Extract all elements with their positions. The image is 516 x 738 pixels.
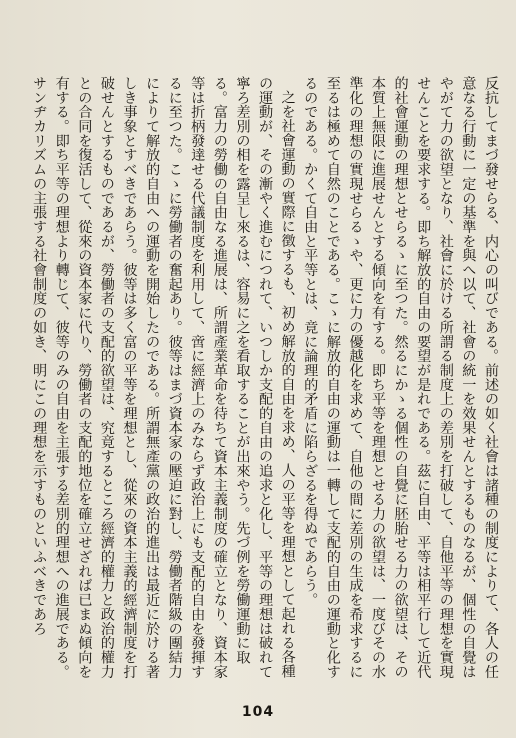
- paragraph-2: 之を社會運動の實際に徴するも、初め解放的自由を求め、人の平等を理想として起れる各種の運動が、その漸やく進むにつれて、いつしか支配的自由の追求と化し、平等の理想は破れて寧ろ差別の相を露呈し來るは、容易に之を看取することが出來やう。先づ例を勞働運動に取る。富力の勞働の自由なる進展は、所謂產業革命を待ちて資本主義制度の確立となり、資本家等は折柄發達せる代議制度を利用して、啻に經濟上のみならず政治上にも支配的自由を發揮するに至つた。こゝに勞働者の奮起あり。彼等はまづ資本家の壓迫に對し、勞働者階級の團結力によりて解放的自由への運動を開始したのである。所謂無產黨の政治的進出は最近に於ける著しき事象とすべきであらう。彼等は多く富の平等を理想とし、從來の資本主義的經濟制度を打破せんとするものであるが、勞働者の支配的欲望は、究竟するところ經濟的權力と政治的權力との合同を復活して、從來の資本家に代り、勞働者の支配的地位を確立せざれば已まぬ傾向を有する。即ち平等の理想より轉じて、彼等のみの自由を主張する差別的理想への進展である。サンヂカリズムの主張する社會制度の如き、明にこの理想を示すものといふべきであろ: [31, 76, 296, 679]
- vertical-text-body: [24, 76, 502, 686]
- paragraph-1: 反抗してまづ發せらる、内心の叫びである。前述の如く社會は諸種の制度によりて、各人の任意なる行動に一定の基準を與へ以て、社會の統一を效果せんとするものなるが、個性の自覺はやがて力の欲望となり、社會に於ける所謂る制度上の差別を打破して、自他平等の理想を實現せんことを要求する。即ち解放的自由の要望が是れである。茲に自由、平等は相平行して近代的社會運動の理想とせらるゝに至つた。然るにかゝる個性の自覺に胚胎せる力の欲望は、その本質上無限に進展せんとする傾向を有する。即ち平等を理想とせる力の欲望は、一度びその水準化の理想の實現せらるゝや、更に力の優越化を求めて、自他の間に差別の生成を希求するに至るは極めて自然のことである。こゝに解放的自由の運動は一轉して支配的自由の運動と化するのである。かくて自由と平等とは、竟に論理的矛盾に陷らざるを得ぬであらう。: [302, 76, 499, 679]
- page-number: 104: [241, 704, 275, 720]
